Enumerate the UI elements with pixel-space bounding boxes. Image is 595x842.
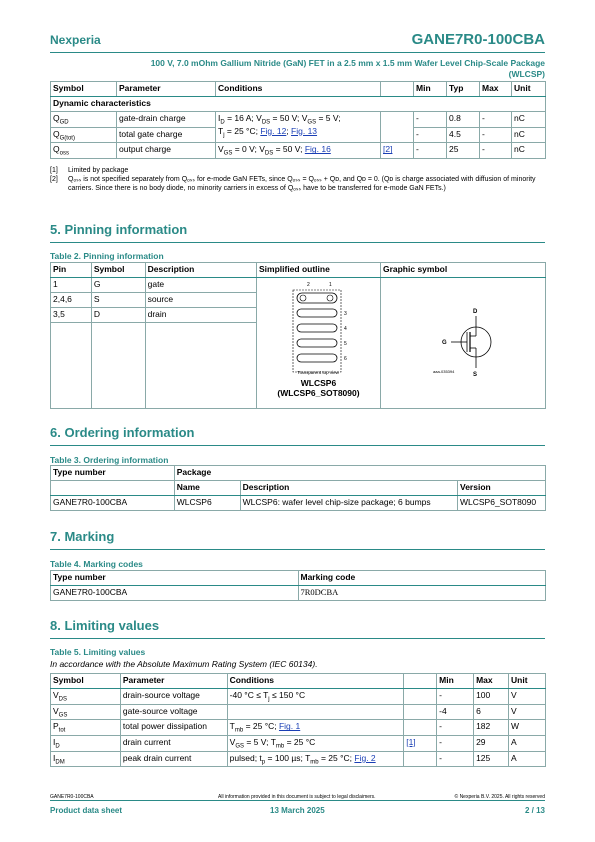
pinning-table <box>50 262 546 409</box>
section-6-divider <box>50 445 545 446</box>
document-subtitle <box>50 58 545 80</box>
bump-4 <box>297 324 337 332</box>
description-cell: drain <box>145 308 256 323</box>
min-cell: - <box>437 689 474 705</box>
fig-2-link[interactable]: Fig. 2 <box>354 752 376 763</box>
table-row <box>51 278 546 293</box>
row-label-6: 6 <box>344 356 348 362</box>
type-number-cell: GANE7R0-100CBA <box>51 586 299 601</box>
package-code: (WLCSP6_SOT8090) <box>277 388 360 398</box>
typ-cell: 25 <box>447 143 480 159</box>
table1-header-max: Max <box>480 82 512 97</box>
unit-header: Unit <box>509 674 546 689</box>
fig-13-link[interactable]: Fig. 13 <box>291 125 318 136</box>
max-cell: - <box>480 127 512 143</box>
parameter-cell: total power dissipation <box>120 720 227 736</box>
table-row <box>51 496 546 511</box>
footer-doc-type: Product data sheet <box>50 806 123 815</box>
unit-cell: nC <box>512 112 546 128</box>
min-header: Min <box>437 674 474 689</box>
symbol-cell: $Q_{oss}$ <box>51 143 117 159</box>
table-5-caption: Table 5. Limiting values <box>50 647 146 657</box>
package-version-cell: WLCSP6_SOT8090 <box>458 496 546 511</box>
fet-symbol-drawing <box>381 280 545 405</box>
table-4-caption: Table 4. Marking codes <box>50 559 143 569</box>
note-cell <box>404 736 437 752</box>
table1-section-row <box>51 97 546 112</box>
min-cell: - <box>414 112 447 128</box>
section-5-divider <box>50 242 545 243</box>
section-6-title: 6. Ordering information <box>50 425 195 440</box>
conditions-cell: $V_{GS} = 5$ V; $T_{mb} = 25$ °C <box>227 736 404 752</box>
parameter-cell: drain-source voltage <box>120 689 227 705</box>
section-5-title: 5. Pinning information <box>50 222 188 237</box>
note-cell <box>381 143 414 159</box>
version-header: Version <box>458 481 546 496</box>
table1-header-symbol: Symbol <box>51 82 117 97</box>
type-number-header: Type number <box>51 466 175 481</box>
description-cell: source <box>145 293 256 308</box>
conditions-cell: $T_{mb} = 25$ °C; Fig. 1 <box>227 720 404 736</box>
note-cell <box>404 720 437 736</box>
conditions-cell: $V_{GS} = 0$ V; $V_{DS} = 50$ V; Fig. 16 <box>216 143 381 159</box>
symbol-cell: $P_{tot}$ <box>51 720 121 736</box>
marking-table <box>50 570 546 601</box>
max-cell: - <box>480 112 512 128</box>
footer-disclaimer: All information provided in this document is subject to legal disclaimers. <box>218 794 376 800</box>
table-row <box>51 704 546 720</box>
table1-header-conditions: Conditions <box>216 82 381 97</box>
footer-date: 13 March 2025 <box>270 806 325 815</box>
pin-cell: 1 <box>51 278 92 293</box>
empty-header <box>51 481 175 496</box>
drain-label: D <box>472 308 478 315</box>
unit-cell: nC <box>512 127 546 143</box>
note-cell <box>404 751 437 767</box>
table-5-subcaption: In accordance with the Absolute Maximum Rating System (IEC 60134). <box>50 659 318 669</box>
unit-cell: W <box>509 720 546 736</box>
bump-1 <box>327 295 333 301</box>
min-cell: - <box>414 127 447 143</box>
subtitle-line-1: 100 V, 7.0 mOhm Gallium Nitride (GaN) FET in a 2.5 mm x 1.5 mm Wafer Level Chip-Scale Package <box>150 58 545 68</box>
row-label-3: 3 <box>344 311 348 317</box>
symbol-cell: $Q_{GD}$ <box>51 112 117 128</box>
max-cell: - <box>480 143 512 159</box>
symbol-header: Symbol <box>91 263 145 278</box>
table-row <box>51 736 546 752</box>
package-desc-cell: WLCSP6: wafer level chip-size package; 6 bumps <box>240 496 457 511</box>
source-label: S <box>472 371 477 378</box>
outline-header: Simplified outline <box>256 263 380 278</box>
max-cell: 125 <box>474 751 509 767</box>
desc-header: Description <box>240 481 457 496</box>
symbol-cell: S <box>91 293 145 308</box>
table-row <box>51 112 546 128</box>
fig-1-link[interactable]: Fig. 1 <box>278 721 301 732</box>
package-header: Package <box>174 466 545 481</box>
graphic-symbol-cell <box>380 278 545 409</box>
limiting-values-table <box>50 673 546 767</box>
name-header: Name <box>174 481 240 496</box>
parameter-cell: gate-source voltage <box>120 704 227 720</box>
unit-cell: A <box>509 736 546 752</box>
parameter-cell: output charge <box>117 143 216 159</box>
bump-6 <box>297 354 337 362</box>
fig-12-link[interactable]: Fig. 12 <box>260 125 287 136</box>
pin-cell: 3,5 <box>51 308 92 323</box>
min-cell: - <box>437 751 474 767</box>
footer-page-number: 2 / 13 <box>524 806 545 815</box>
symbol-cell: G <box>91 278 145 293</box>
unit-cell: V <box>509 704 546 720</box>
pin-header: Pin <box>51 263 92 278</box>
section-8-title: 8. Limiting values <box>50 618 160 633</box>
col-label-1: 1 <box>329 282 333 288</box>
table1-header-min: Min <box>414 82 447 97</box>
note-2-link[interactable]: [2] <box>383 144 393 155</box>
footnote-2: [2] Qₒₛₛ is not specified separately from Qₒₛₛ for e-mode GaN FETs, since Qₒₛₛ = Qₒₛₛ + Qᴅ, and Qᴅ = 0. (Qᴅ is charge associated with diffusion of minority carriers. Since there is no body diode, no minority carriers in excess of Qₒₛₛ have to be transferred for e-mode GaN FETs.) <box>50 176 536 192</box>
pin-cell: 2,4,6 <box>51 293 92 308</box>
symbol-cell: $V_{GS}$ <box>51 704 121 720</box>
table1-header-note <box>381 82 414 97</box>
symbol-cell: $I_D$ <box>51 736 121 752</box>
fig-16-link[interactable]: Fig. 16 <box>304 144 331 155</box>
bump-2 <box>300 295 306 301</box>
part-number: GANE7R0-100CBA <box>411 31 545 48</box>
row-label-5: 5 <box>344 341 348 347</box>
conditions-cell: $I_D = 16$ A; $V_{DS} = 50$ V; $V_{GS} = 5$ V; $T_j = 25$ °C; Fig. 12; Fig. 13 <box>216 112 381 143</box>
table-2-caption: Table 2. Pinning information <box>50 251 164 261</box>
bump-row-1 <box>297 293 337 303</box>
section-8-divider <box>50 638 545 639</box>
footer-divider <box>50 800 545 801</box>
max-cell: 6 <box>474 704 509 720</box>
table-row <box>51 689 546 705</box>
type-number-header: Type number <box>51 571 299 586</box>
package-name-cell: WLCSP6 <box>174 496 240 511</box>
max-cell: 100 <box>474 689 509 705</box>
parameter-header: Parameter <box>120 674 227 689</box>
conditions-header: Conditions <box>227 674 404 689</box>
parameter-cell: drain current <box>120 736 227 752</box>
unit-cell: A <box>509 751 546 767</box>
table-3-caption: Table 3. Ordering information <box>50 455 169 465</box>
bump-5 <box>297 339 337 347</box>
wlcsp6-outline-drawing <box>257 278 379 376</box>
package-name: WLCSP6 <box>300 378 337 388</box>
header-divider <box>50 52 545 53</box>
col-label-2: 2 <box>307 282 311 288</box>
conditions-cell: -40 $^\circ C \le T_j \le 150$ °C <box>227 689 404 705</box>
subtitle-line-2: (WLCSP) <box>508 69 545 79</box>
parameter-cell: gate-drain charge <box>117 112 216 128</box>
footnote-1: [1] Limited by package <box>50 167 129 174</box>
table1-header-unit: Unit <box>512 82 546 97</box>
note-header <box>404 674 437 689</box>
table1-header-parameter: Parameter <box>117 82 216 97</box>
row-label-4: 4 <box>344 326 348 332</box>
max-cell: 182 <box>474 720 509 736</box>
symbol-code: aaa-035394 <box>432 368 455 374</box>
section-7-divider <box>50 549 545 550</box>
symbol-cell: $V_{DS}$ <box>51 689 121 705</box>
symbol-header: Symbol <box>51 674 121 689</box>
graphic-symbol-header: Graphic symbol <box>380 263 545 278</box>
unit-cell: nC <box>512 143 546 159</box>
table-row <box>51 751 546 767</box>
symbol-cell: D <box>91 308 145 323</box>
min-cell: - <box>437 736 474 752</box>
note-cell <box>404 689 437 705</box>
symbol-cell: $I_{DM}$ <box>51 751 121 767</box>
marking-code-header: Marking code <box>298 571 546 586</box>
conditions-cell: pulsed; $t_p = 100$ µs; $T_{mb} = 25$ °C; Fig. 2 <box>227 751 404 767</box>
note-cell <box>404 704 437 720</box>
outline-cell <box>256 278 380 409</box>
section-7-title: 7. Marking <box>50 529 115 544</box>
note-cell <box>381 112 414 143</box>
footer-part-number: GANE7R0-100CBA <box>50 794 94 800</box>
outline-caption: Transparent top view <box>297 370 340 375</box>
marking-code-cell: 7R0DCBA <box>298 586 546 601</box>
max-header: Max <box>474 674 509 689</box>
footnotes <box>50 166 545 193</box>
typ-cell: 4.5 <box>447 127 480 143</box>
type-number-cell: GANE7R0-100CBA <box>51 496 175 511</box>
table-row <box>51 586 546 601</box>
dynamic-characteristics-table <box>50 81 546 159</box>
bump-3 <box>297 309 337 317</box>
table-row <box>51 720 546 736</box>
ordering-table <box>50 465 546 511</box>
min-cell: - <box>414 143 447 159</box>
conditions-cell <box>227 704 404 720</box>
min-cell: -4 <box>437 704 474 720</box>
footer-copyright: © Nexperia B.V. 2025. All rights reserved <box>454 794 545 800</box>
note-1-link[interactable]: [1] <box>406 737 416 748</box>
description-cell: gate <box>145 278 256 293</box>
description-header: Description <box>145 263 256 278</box>
section-dynamic: Dynamic characteristics <box>51 97 546 112</box>
table-row <box>51 143 546 159</box>
gate-label: G <box>441 339 447 346</box>
typ-cell: 0.8 <box>447 112 480 128</box>
brand-name: Nexperia <box>50 33 101 47</box>
parameter-cell: total gate charge <box>117 127 216 143</box>
max-cell: 29 <box>474 736 509 752</box>
min-cell: - <box>437 720 474 736</box>
table1-header-row <box>51 82 546 97</box>
parameter-cell: peak drain current <box>120 751 227 767</box>
table1-header-typ: Typ <box>447 82 480 97</box>
unit-cell: V <box>509 689 546 705</box>
symbol-cell: $Q_{G(tot)}$ <box>51 127 117 143</box>
